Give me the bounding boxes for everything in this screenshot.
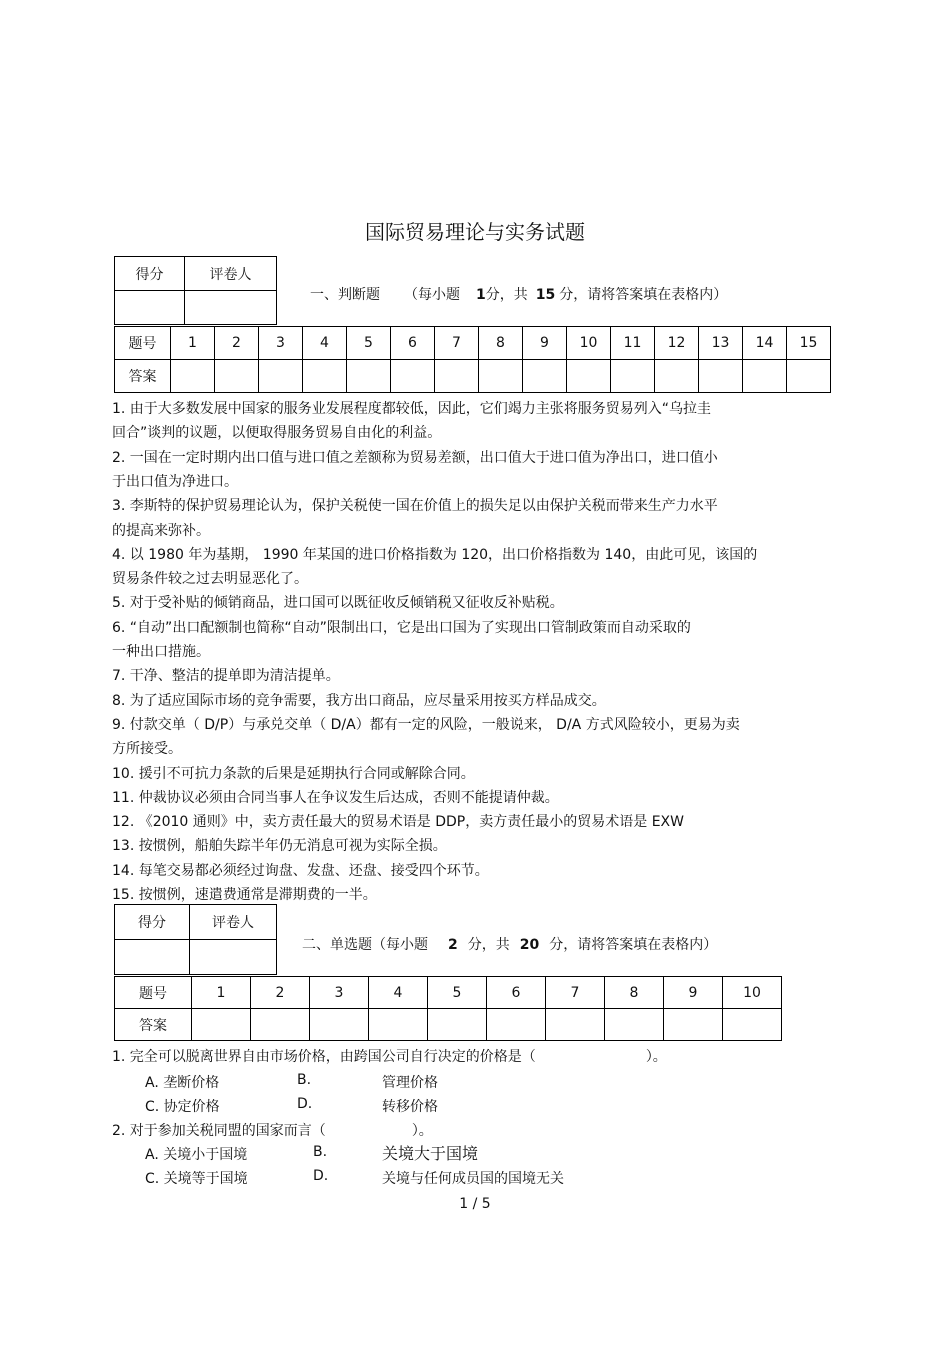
answer-cell[interactable]: [723, 1009, 782, 1041]
table-row: [115, 360, 831, 393]
option-c[interactable]: C. 协定价格: [145, 1099, 220, 1115]
question-line: 一种出口措施。: [112, 644, 210, 660]
answer-cell[interactable]: [546, 1009, 605, 1041]
question-line: 于出口值为净进口。: [112, 473, 238, 490]
question-number-cell: 11: [611, 327, 655, 360]
question-number-cell: 13: [699, 327, 743, 360]
question-line: 7. 干净、整洁的提单即为清洁提单。: [112, 668, 340, 685]
question-line: 11. 仲裁协议必须由合同当事人在争议发生后达成，否则不能提请仲裁。: [112, 789, 559, 806]
question-line: 3. 李斯特的保护贸易理论认为，保护关税使一国在价值上的损失足以由保护关税而带来生产力水平: [112, 498, 718, 515]
question-2-2: 2. 对于参加关税同盟的国家而言（ ）。: [112, 1123, 433, 1139]
option-d-label: D.: [313, 1168, 329, 1184]
grader-label: 评卷人: [190, 905, 277, 940]
score-label: 得分: [115, 905, 190, 940]
option-a[interactable]: A. 关境小于国境: [145, 1147, 248, 1163]
option-d[interactable]: 关境与任何成员国的国境无关: [382, 1171, 564, 1187]
answer-cell[interactable]: [310, 1009, 369, 1041]
table-row: [115, 1009, 782, 1041]
question-number-cell: 6: [391, 327, 435, 360]
grader-cell[interactable]: [185, 291, 277, 325]
question-line: 4. 以 1980 年为基期， 1990 年某国的进口价格指数为 120，出口价格指数为 140，由此可见，该国的: [112, 546, 758, 563]
answer-cell[interactable]: [171, 360, 215, 393]
question-number-cell: 7: [546, 977, 605, 1009]
question-number-cell: 1: [171, 327, 215, 360]
question-number-cell: 3: [259, 327, 303, 360]
option-c[interactable]: C. 关境等于国境: [145, 1171, 248, 1187]
score-label: 得分: [115, 257, 185, 291]
option-d-label: D.: [297, 1096, 313, 1112]
option-a[interactable]: A. 垄断价格: [145, 1075, 220, 1091]
answer-cell[interactable]: [664, 1009, 723, 1041]
table-row: [115, 327, 831, 360]
answer-cell[interactable]: [743, 360, 787, 393]
question-number-cell: 10: [567, 327, 611, 360]
question-number-cell: 6: [487, 977, 546, 1009]
answer-cell[interactable]: [369, 1009, 428, 1041]
score-box-2: [114, 904, 277, 975]
answer-cell[interactable]: [192, 1009, 251, 1041]
question-number-cell: 9: [523, 327, 567, 360]
question-number-cell: 15: [787, 327, 831, 360]
question-line: 6. “自动”出口配额制也简称“自动”限制出口，它是出口国为了实现出口管制政策而自动采取的: [112, 619, 691, 636]
option-b-label: B.: [297, 1072, 312, 1088]
question-number-cell: 7: [435, 327, 479, 360]
grader-label: 评卷人: [185, 257, 277, 291]
answer-cell[interactable]: [435, 360, 479, 393]
page-title: 国际贸易理论与实务试题: [365, 220, 585, 244]
score-cell[interactable]: [115, 291, 185, 325]
question-number-cell: 9: [664, 977, 723, 1009]
answer-cell[interactable]: [611, 360, 655, 393]
question-number-cell: 2: [215, 327, 259, 360]
answer-cell[interactable]: [699, 360, 743, 393]
question-number-cell: 8: [479, 327, 523, 360]
question-number-cell: 12: [655, 327, 699, 360]
question-number-cell: 5: [428, 977, 487, 1009]
answer-cell[interactable]: [251, 1009, 310, 1041]
section2-heading: 二、单选题（每小题 2 分，共 20 分，请将答案填在表格内）: [302, 937, 718, 953]
question-number-cell: 8: [605, 977, 664, 1009]
question-line: 14. 每笔交易都必须经过询盘、发盘、还盘、接受四个环节。: [112, 862, 489, 879]
question-line: 8. 为了适应国际市场的竞争需要，我方出口商品，应尽量采用按买方样品成交。: [112, 692, 606, 709]
question-number-cell: 5: [347, 327, 391, 360]
question-line: 13. 按惯例，船舶失踪半年仍无消息可视为实际全损。: [112, 838, 447, 855]
answer-cell[interactable]: [787, 360, 831, 393]
answer-cell[interactable]: [523, 360, 567, 393]
answer-header: 答案: [115, 1009, 192, 1041]
answer-cell[interactable]: [347, 360, 391, 393]
question-line: 贸易条件较之过去明显恶化了。: [112, 571, 308, 588]
question-line: 方所接受。: [112, 741, 182, 758]
question-number-cell: 3: [310, 977, 369, 1009]
answer-cell[interactable]: [487, 1009, 546, 1041]
answer-cell[interactable]: [428, 1009, 487, 1041]
answer-header: 答案: [115, 360, 171, 393]
page-number: 1 / 5: [459, 1196, 491, 1212]
question-number-cell: 10: [723, 977, 782, 1009]
answer-cell[interactable]: [215, 360, 259, 393]
answer-cell[interactable]: [605, 1009, 664, 1041]
option-d[interactable]: 转移价格: [382, 1099, 438, 1115]
question-number-cell: 2: [251, 977, 310, 1009]
score-box-1: [114, 256, 277, 325]
answer-cell[interactable]: [259, 360, 303, 393]
question-number-header: 题号: [115, 977, 192, 1009]
table-row: [115, 977, 782, 1009]
option-b[interactable]: 管理价格: [382, 1075, 438, 1091]
score-cell[interactable]: [115, 940, 190, 975]
answer-table-2: [114, 976, 782, 1041]
question-number-cell: 4: [369, 977, 428, 1009]
question-2-1: 1. 完全可以脱离世界自由市场价格，由跨国公司自行决定的价格是（ ）。: [112, 1049, 667, 1065]
option-b-label: B.: [313, 1144, 328, 1160]
answer-table-1: [114, 326, 831, 393]
question-number-cell: 1: [192, 977, 251, 1009]
answer-cell[interactable]: [303, 360, 347, 393]
question-line: 10. 援引不可抗力条款的后果是延期执行合同或解除合同。: [112, 765, 475, 782]
answer-cell[interactable]: [655, 360, 699, 393]
question-line: 15. 按惯例，速遣费通常是滞期费的一半。: [112, 887, 377, 903]
question-line: 回合”谈判的议题，以便取得服务贸易自由化的利益。: [112, 425, 442, 442]
grader-cell[interactable]: [190, 940, 277, 975]
question-number-cell: 4: [303, 327, 347, 360]
answer-cell[interactable]: [567, 360, 611, 393]
answer-cell[interactable]: [479, 360, 523, 393]
question-line: 2. 一国在一定时期内出口值与进口值之差额称为贸易差额，出口值大于进口值为净出口，进口值小: [112, 449, 718, 466]
question-line: 1. 由于大多数发展中国家的服务业发展程度都较低，因此，它们竭力主张将服务贸易列入“乌拉圭: [112, 401, 712, 417]
question-line: 12. 《2010 通则》中，卖方责任最大的贸易术语是 DDP，卖方责任最小的贸易术语是 EXW: [112, 814, 684, 831]
question-line: 的提高来弥补。: [112, 522, 210, 539]
question-number-header: 题号: [115, 327, 171, 360]
question-line: 9. 付款交单（ D/P）与承兑交单（ D/A）都有一定的风险，一般说来， D/A 方式风险较小，更易为卖: [112, 716, 740, 733]
question-number-cell: 14: [743, 327, 787, 360]
question-line: 5. 对于受补贴的倾销商品，进口国可以既征收反倾销税又征收反补贴税。: [112, 595, 564, 612]
answer-cell[interactable]: [391, 360, 435, 393]
section1-heading: 一、判断题 （每小题 1分，共 15 分，请将答案填在表格内）: [310, 287, 728, 303]
option-b[interactable]: 关境大于国境: [382, 1144, 479, 1163]
